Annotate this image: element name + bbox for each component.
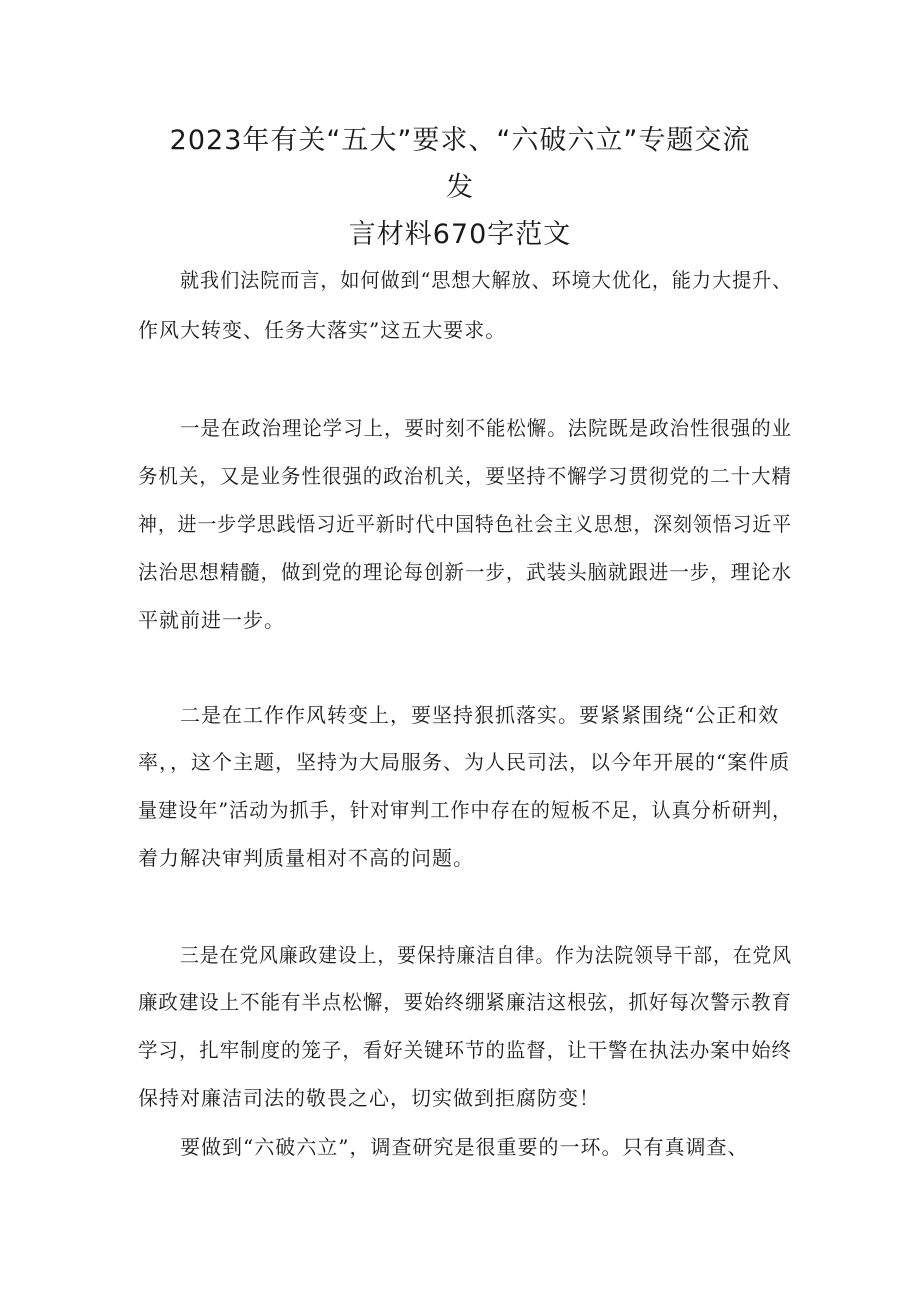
title-line-1: 2023年有关“五大”要求、“六破六立”专题交流 (169, 125, 751, 156)
paragraph-4-line-3: 学习，扎牢制度的笼子，看好关键环节的监督，让干警在执法办案中始终 (138, 1038, 792, 1062)
title-line-2: 发 (446, 172, 474, 203)
paragraph-4-line-2: 廉政建设上不能有半点松懈，要始终绷紧廉洁这根弦，抓好每次警示教育 (138, 990, 792, 1014)
paragraph-1-line-1: 就我们法院而言，如何做到“思想大解放、环境大优化，能力大提升、 (180, 268, 793, 292)
paragraph-1-line-2: 作风大转变、任务大落实”这五大要求。 (138, 318, 507, 342)
paragraph-2-line-4: 法治思想精髓，做到党的理论每创新一步，武装头脑就跟进一步，理论水 (138, 560, 792, 584)
paragraph-2-line-3: 神，进一步学思践悟习近平新时代中国特色社会主义思想，深刻领悟习近平 (138, 512, 792, 536)
paragraph-4-line-1: 三是在党风廉政建设上，要保持廉洁自律。作为法院领导干部，在党风 (180, 943, 792, 967)
paragraph-3-line-1: 二是在工作作风转变上，要坚持狠抓落实。要紧紧围绕“公正和效 (180, 703, 780, 727)
title-line-3: 言材料670字范文 (348, 219, 572, 250)
paragraph-5-line-1: 要做到“六破六立”，调查研究是很重要的一环。只有真调查、 (180, 1135, 749, 1159)
paragraph-3-line-2: 率，，这个主题，坚持为大局服务、为人民司法，以今年开展的“案件质 (138, 750, 791, 774)
paragraph-4-line-4: 保持对廉洁司法的敬畏之心，切实做到拒腐防变！ (138, 1086, 600, 1110)
paragraph-2-line-1: 一是在政治理论学习上，要时刻不能松懈。法院既是政治性很强的业 (180, 416, 792, 440)
paragraph-2-line-5: 平就前进一步。 (138, 608, 285, 632)
paragraph-3-line-4: 着力解决审判质量相对不高的问题。 (138, 846, 474, 870)
paragraph-3-line-3: 量建设年”活动为抓手，针对审判工作中存在的短板不足，认真分析研判， (138, 798, 793, 822)
paragraph-2-line-2: 务机关，又是业务性很强的政治机关，要坚持不懈学习贯彻党的二十大精 (138, 464, 792, 488)
